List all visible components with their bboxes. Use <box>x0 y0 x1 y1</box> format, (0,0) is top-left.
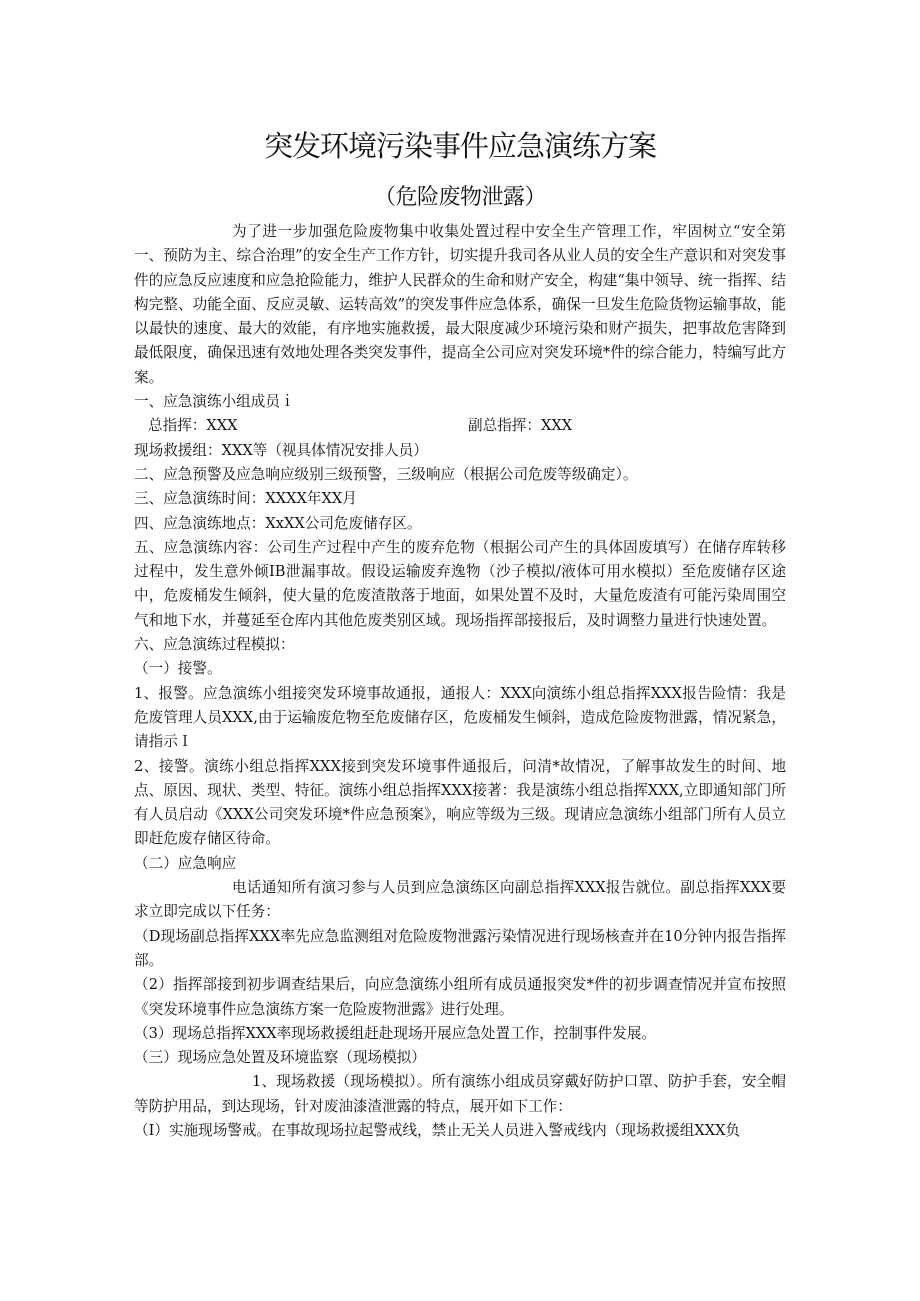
rescue-team-line: 现场救援组：XXX等（视具体情况安排人员） <box>134 441 428 459</box>
task-2: （2）指挥部接到初步调查结果后，向应急演练小组所有成员通报突发*件的初步调查情况并宣布按照《突发环境事件应急演练方案一危险废物泄露》进行处理。 <box>134 976 786 1018</box>
notify-paragraph: 电话通知所有演习参与人员到应急演练区向副总指挥XXX报告就位。副总指挥XXX要求立即完成以下任务： <box>134 879 786 921</box>
task-3: （3）现场总指挥XXX率现场救援组赶赴现场开展应急处置工作，控制事件发展。 <box>134 1024 657 1042</box>
document-title: 突发环境污染事件应急演练方案 <box>263 129 656 163</box>
section-2: 二、应急预警及应急响应级别三级预警，三级响应（根据公司危废等级确定）。 <box>134 465 638 483</box>
subsection-2-heading: （二）应急响应 <box>134 854 237 872</box>
alarm-paragraph: 1、报警。应急演练小组接突发环境事故通报，通报人：XXX向演练小组总指挥XXX报告险情：我是危废管理人员XXX,由于运输废危物至危废储存区，危废桶发生倾斜，造成危险废物泄露，情况紧急，请指示Ｉ <box>134 684 786 751</box>
section-1-heading: 一、应急演练小组成员ｉ <box>134 393 295 411</box>
rescue-paragraph: 1、现场救援（现场模拟）。所有演练小组成员穿戴好防护口罩、防护手套，安全帽等防护用品，到达现场，针对废油漆渣泄露的特点，展开如下工作： <box>134 1073 786 1115</box>
section-4: 四、应急演练地点：XxXX公司危废储存区。 <box>134 514 422 532</box>
section-3: 三、应急演练时间：XXXX年XX月 <box>134 490 357 508</box>
subsection-3-heading: （三）现场应急处置及环境监察（现场模拟） <box>134 1049 426 1067</box>
receive-alarm-paragraph: 2、接警。演练小组总指挥XXX接到突发环境事件通报后，问清*故情况，了解事故发生的时间、地点、原因、现状、类型、特征。演练小组总指挥XXX接著：我是演练小组总指挥XXX,立即通知部门所有人员启动《XXX公司突发环境*件应急预案》，响应等级为三级。现请应急演练小组部门所有人员立即赶危废存储区待命。 <box>134 757 786 848</box>
task-1: （D现场副总指挥XXX率先应急监测组对危险废物泄露污染情况进行现场核查并在10分钟内报告指挥部。 <box>134 927 786 969</box>
section-6-heading: 六、应急演练过程模拟： <box>134 636 295 654</box>
document-body <box>134 220 786 1143</box>
leaders-row <box>134 414 786 438</box>
document-subtitle: （危险废物泄露） <box>373 185 546 210</box>
warning-paragraph: （I）实施现场警戒。在事故现场拉起警戒线，禁止无关人员进入警戒线内（现场救援组XXX负 <box>134 1121 741 1139</box>
deputy-commander-line: 副总指挥：XXX <box>468 417 573 435</box>
commander-line: 总指挥：XXX <box>148 417 238 435</box>
intro-paragraph: 为了进一步加强危险废物集中收集处置过程中安全生产管理工作，牢固树立“安全第一、预防为主、综合治理”的安全生产工作方针，切实提升我司各从业人员的安全生产意识和对突发事件的应急反应速度和应急抢险能力，维护人民群众的生命和财产安全，构建“集中领导、统一指挥、结构完整、功能全面、反应灵敏、运转高效”的突发事件应急体系，确保一旦发生危险货物运输事故，能以最快的速度、最大的效能，有序地实施救援，最大限度减少环境污染和财产损失，把事故危害降到最低限度，确保迅速有效地处理各类突发事件，提高全公司应对突发环境*件的综合能力，特编写此方案。 <box>134 223 786 386</box>
section-5: 五、应急演练内容：公司生产过程中产生的废弃危物（根据公司产生的具体固废填写）在储存库转移过程中，发生意外倾IB泄漏事故。假设运输废弃逸物（沙子模拟/液体可用水模拟）至危废储存区途中，危废桶发生倾斜，使大量的危废渣散落于地面，如果处置不及时，大量危废渣有可能污染周围空气和地下水，并蔓延至仓库内其他危废类别区域。现场指挥部接报后，及时调整力量进行快速处置。 <box>134 538 786 629</box>
subsection-1-heading: （一）接警。 <box>134 660 222 678</box>
